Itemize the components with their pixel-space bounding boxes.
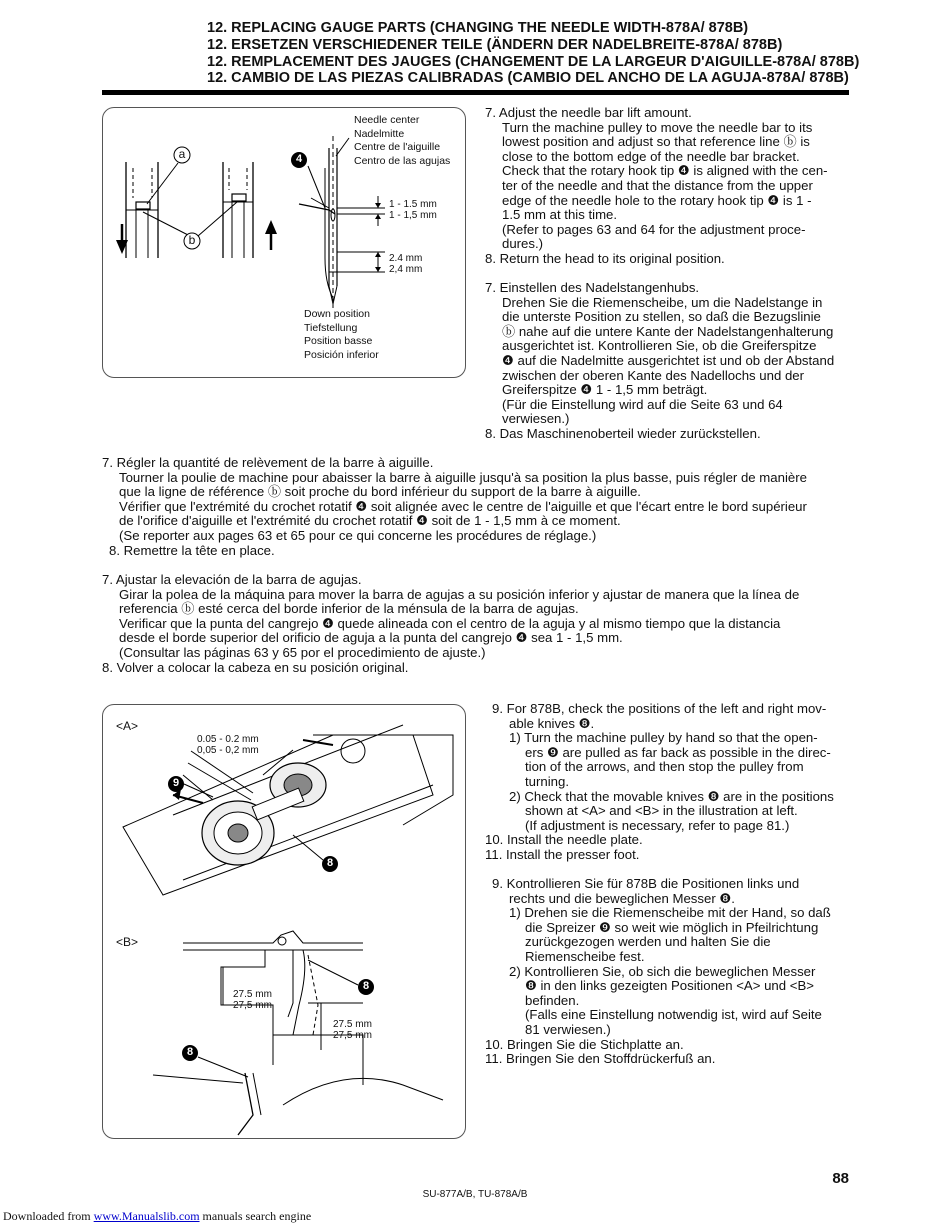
dimension-b2: 27.5 mm 27,5 mm bbox=[333, 1019, 372, 1041]
german-steps-7-8: 7. Einstellen des Nadelstangenhubs. Drehen Sie die Riemenscheibe, um die Nadelstange in die unterste Position zu stellen, so daß die Bezugslinie ⓑ nahe auf die untere Kante der Nadelstangenhalterung ausgerichtet ist. Kontrollieren Sie, ob die Greiferspitze ❹ auf die Nadelmitte ausgerichtet ist und ob der Abstand zwischen der oberen Kante des Nadellochs und der Greiferspitze ❹ 1 - 1,5 mm beträgt. (Für die Einstellung wird auf die Seite 63 und 64 verwiesen.) 8. Das Maschinenoberteil wieder zurückstellen. bbox=[485, 280, 835, 441]
figure-label-a: <A> bbox=[116, 719, 139, 733]
english-steps-9-11: 9. For 878B, check the positions of the left and right mov- able knives ❽. 1) Turn the machine pulley by hand so that the open- ers ❾ are pulled as far back as possible in the direc- tion of the arrows, and then stop the pulley from turning. 2) Check that the movable knives ❽ are in the positions shown at <A> and <B> in the illustration at left. (If adjustment is necessary, refer to page 81.) 10. Install the needle plate. 11. Install the presser foot. bbox=[485, 701, 834, 862]
callout-4-label: 4 bbox=[295, 153, 303, 165]
figure-label-b: <B> bbox=[116, 935, 139, 949]
german-steps-9-11: 9. Kontrollieren Sie für 878B die Positionen links und rechts und die beweglichen Messer ❽. 1) Drehen sie die Riemenscheibe mit der Hand, so daß die Spreizer ❾ so weit wie möglich in Pfeilrichtung zurückgezogen werden und halten Sie die Riemenscheibe fest. 2) Kontrollieren Sie, ob sich die beweglichen Messer ❽ in den links gezeigten Positionen <A> und <B> befinden. (Falls eine Einstellung notwendig ist, wird auf Seite 81 verwiesen.) 10. Bringen Sie die Stichplatte an. 11. Bringen Sie den Stoffdrückerfuß an. bbox=[485, 876, 831, 1067]
movable-knife-illustration bbox=[103, 705, 465, 1138]
download-prefix: Downloaded from bbox=[3, 1209, 91, 1223]
dimension-hook-gap: 1 - 1.5 mm 1 - 1,5 mm bbox=[389, 199, 437, 221]
needle-bar-figure bbox=[102, 107, 466, 378]
callout-8-label: 8 bbox=[362, 980, 370, 992]
down-position-labels: Down position Tiefstellung Position basse Posición inferior bbox=[304, 308, 379, 361]
dimension-a: 0.05 - 0.2 mm 0,05 - 0,2 mm bbox=[197, 734, 259, 756]
callout-9-label: 9 bbox=[172, 777, 180, 789]
download-notice bbox=[3, 1209, 311, 1224]
model-footer: SU-877A/B, TU-878A/B bbox=[422, 1189, 528, 1200]
manualslib-link[interactable]: www.Manualslib.com bbox=[93, 1209, 200, 1223]
callout-8-label: 8 bbox=[186, 1046, 194, 1058]
needle-center-labels: Needle center Nadelmitte Centre de l'aiguille Centro de las agujas bbox=[354, 114, 451, 167]
english-steps-7-8: 7. Adjust the needle bar lift amount. Turn the machine pulley to move the needle bar to its lowest position and adjust so that reference line ⓑ is close to the bottom edge of the needle bar bracket. Check that the rotary hook tip ❹ is aligned with the cen- ter of the needle and that the distance from the upper edge of the needle hole to the rotary hook tip ❹ is 1 - 1.5 mm at this time. (Refer to pages 63 and 64 for the adjustment proce- dures.) 8. Return the head to its original position. bbox=[485, 105, 828, 266]
header-rule bbox=[102, 90, 849, 95]
french-steps-7-8: 7. Régler la quantité de relèvement de la barre à aiguille. Tourner la poulie de machine pour abaisser la barre à aiguille jusqu'à sa position la plus basse, puis régler de manière que la ligne de référence ⓑ soit proche du bord inférieur du support de la barre à aiguille. Vérifier que l'extrémité du crochet rotatif ❹ soit alignée avec le centre de l'aiguille et que l'écart entre le bord supérieur de l'orifice d'aiguille et l'extrémité du crochet rotatif ❹ soit de 1 - 1,5 mm à ce moment. (Se reporter aux pages 63 et 65 pour ce qui concerne les procédures de réglage.) 8. Remettre la tête en place. bbox=[102, 455, 807, 558]
header-title-de: 12. ERSETZEN VERSCHIEDENER TEILE (ÄNDERN DER NADELBREITE-878A/ 878B) bbox=[207, 36, 783, 53]
download-suffix: manuals search engine bbox=[202, 1209, 312, 1223]
dimension-lift: 2.4 mm 2,4 mm bbox=[389, 253, 423, 275]
page-header bbox=[207, 20, 859, 87]
header-title-en: 12. REPLACING GAUGE PARTS (CHANGING THE NEEDLE WIDTH-878A/ 878B) bbox=[207, 20, 749, 36]
dimension-b1: 27.5 mm 27,5 mm bbox=[233, 989, 272, 1011]
page-number: 88 bbox=[832, 1170, 849, 1187]
header-title-es: 12. CAMBIO DE LAS PIEZAS CALIBRADAS (CAMBIO DEL ANCHO DE LA AGUJA-878A/ 878B) bbox=[207, 70, 849, 87]
callout-8-label: 8 bbox=[326, 857, 334, 869]
callout-a-label: a bbox=[178, 147, 186, 161]
callout-b-label: b bbox=[188, 233, 196, 247]
header-title-fr: 12. REMPLACEMENT DES JAUGES (CHANGEMENT DE LA LARGEUR D'AIGUILLE-878A/ 878B) bbox=[207, 53, 860, 70]
movable-knife-figure bbox=[102, 704, 466, 1139]
spanish-steps-7-8: 7. Ajustar la elevación de la barra de agujas. Girar la polea de la máquina para mover la barra de agujas a su posición inferior y ajustar de manera que la línea de referencia ⓑ esté cerca del borde inferior de la ménsula de la barra de agujas. Verificar que la punta del cangrejo ❹ quede alineada con el centro de la aguja y al mismo tiempo que la distancia desde el borde superior del orificio de aguja a la punta del cangrejo ❹ sea 1 - 1,5 mm. (Consultar las páginas 63 y 65 por el procedimiento de ajuste.) 8. Volver a colocar la cabeza en su posición original. bbox=[102, 572, 800, 675]
